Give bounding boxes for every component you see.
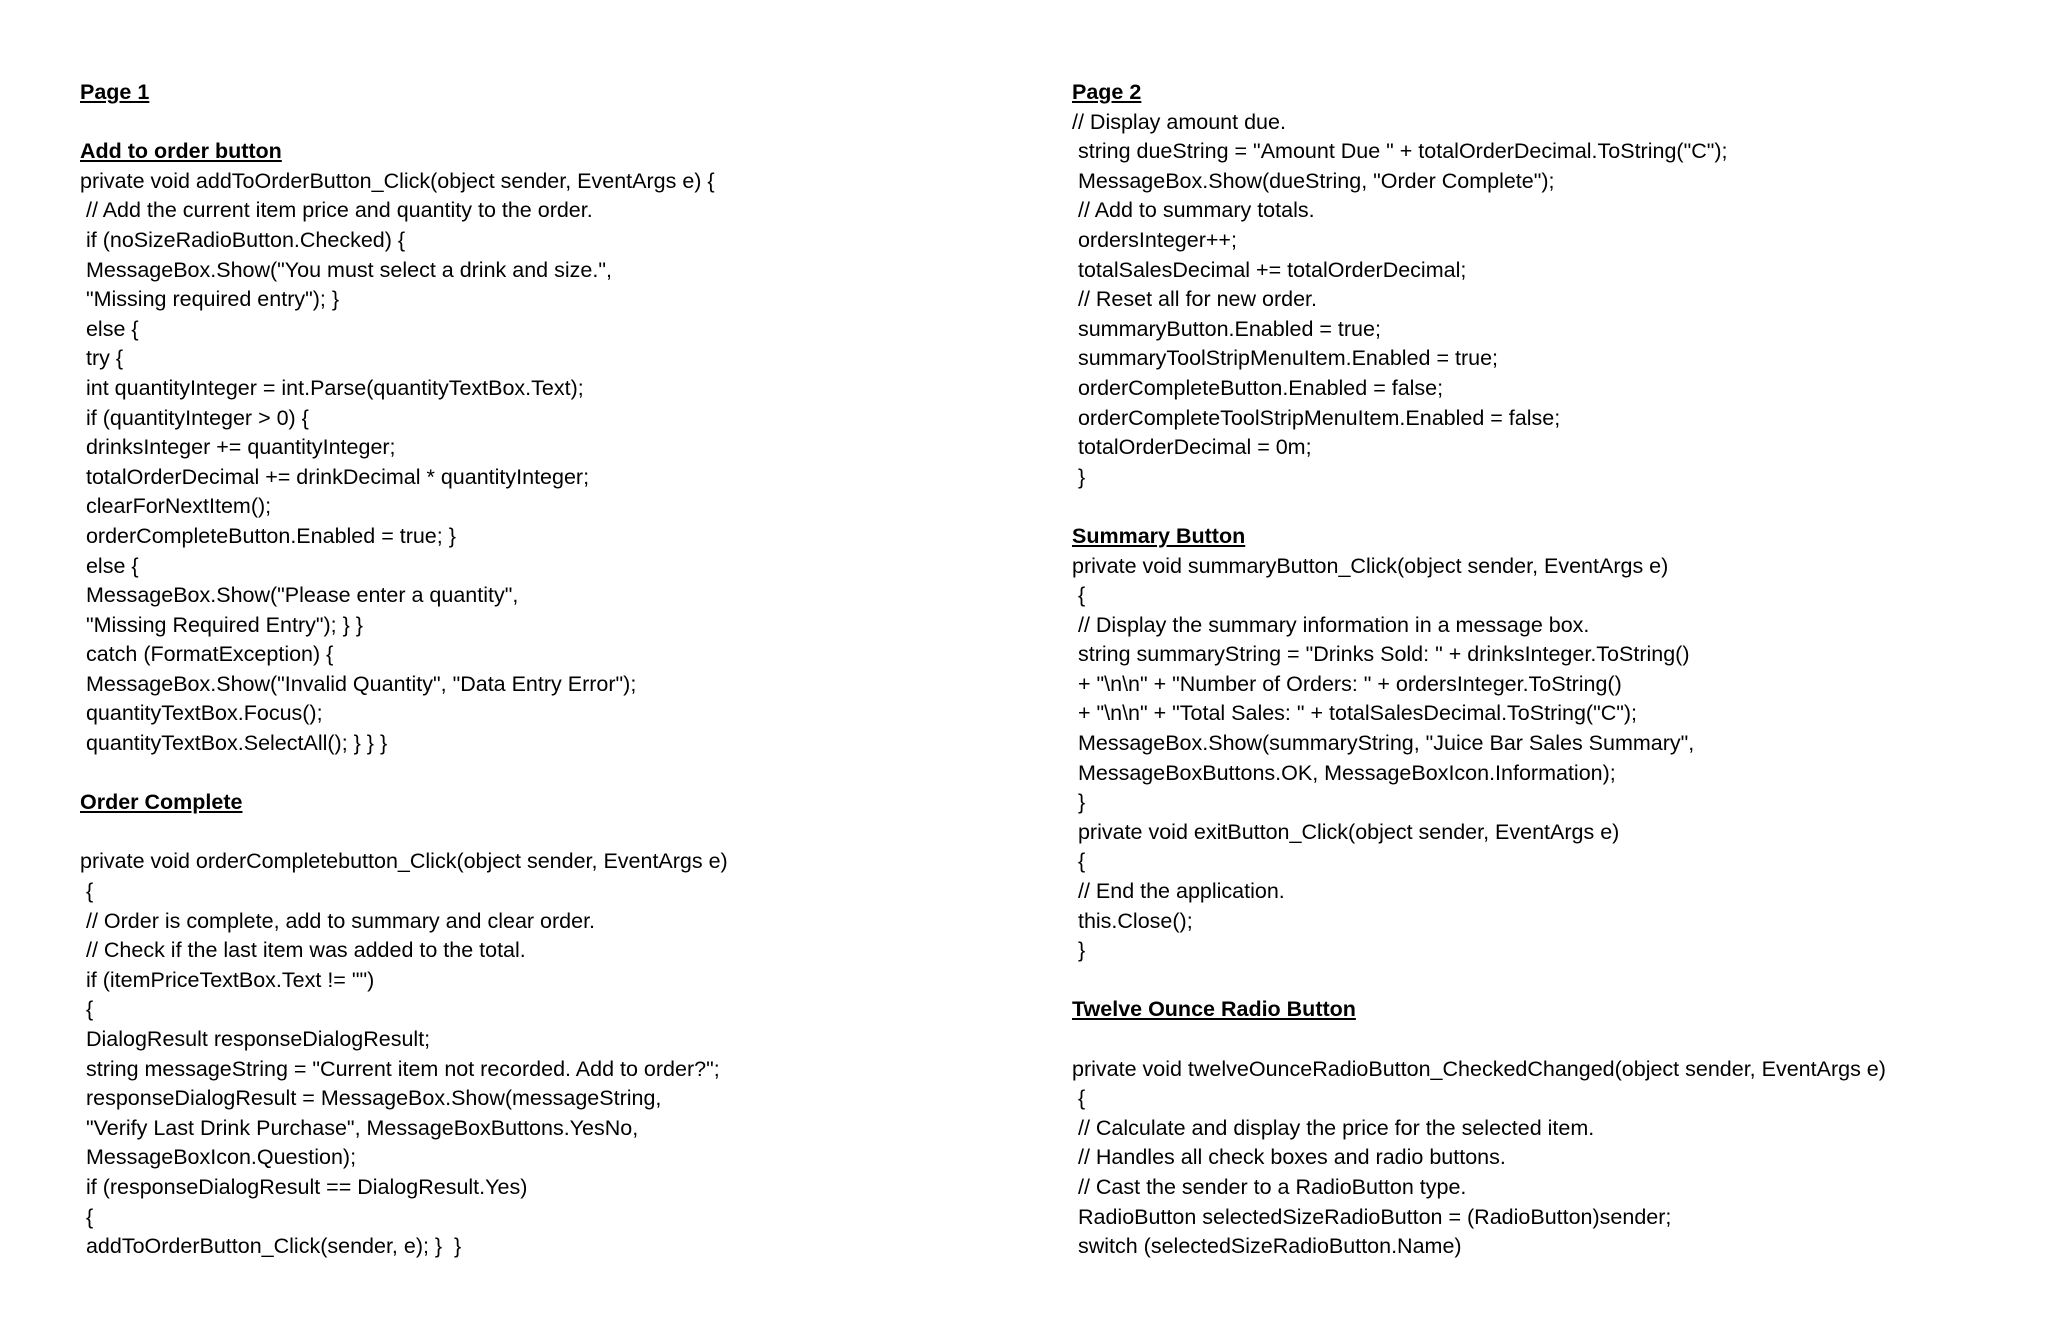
code-line: summaryToolStripMenuItem.Enabled = true; xyxy=(1072,346,1499,371)
code-line: responseDialogResult = MessageBox.Show(messageString, xyxy=(80,1086,662,1111)
code-line: string messageString = "Current item not recorded. Add to order?"; xyxy=(80,1056,720,1081)
code-line: // Calculate and display the price for the selected item. xyxy=(1072,1115,1595,1140)
section-heading: Summary Button xyxy=(1072,523,1246,548)
code-line: } xyxy=(1072,790,1086,815)
code-line: private void summaryButton_Click(object sender, EventArgs e) xyxy=(1072,553,1669,578)
code-line: string summaryString = "Drinks Sold: " + drinksInteger.ToString() xyxy=(1072,642,1690,667)
code-line: private void twelveOunceRadioButton_CheckedChanged(object sender, EventArgs e) xyxy=(1072,1056,1886,1081)
blank-line xyxy=(1072,492,2032,522)
left-column xyxy=(80,78,1020,1262)
code-line: // Display amount due. xyxy=(1072,109,1286,134)
blank-line xyxy=(80,108,1020,138)
code-line: // Add to summary totals. xyxy=(1072,198,1315,223)
code-line: private void orderCompletebutton_Click(object sender, EventArgs e) xyxy=(80,849,728,874)
code-line: // End the application. xyxy=(1072,879,1285,904)
code-line: totalSalesDecimal += totalOrderDecimal; xyxy=(1072,257,1467,282)
code-line: { xyxy=(1072,583,1086,608)
code-line: this.Close(); xyxy=(1072,908,1193,933)
section-heading: Add to order button xyxy=(80,139,282,164)
right-column xyxy=(1072,78,2032,1262)
code-line: MessageBox.Show("Invalid Quantity", "Data Entry Error"); xyxy=(80,671,637,696)
code-line: drinksInteger += quantityInteger; xyxy=(80,435,396,460)
code-line: switch (selectedSizeRadioButton.Name) xyxy=(1072,1234,1462,1259)
code-line: + "\n\n" + "Number of Orders: " + ordersInteger.ToString() xyxy=(1072,671,1622,696)
code-line: { xyxy=(1072,1086,1086,1111)
code-line: } xyxy=(1072,464,1086,489)
code-line: if (responseDialogResult == DialogResult.Yes) xyxy=(80,1174,528,1199)
code-line: + "\n\n" + "Total Sales: " + totalSalesDecimal.ToString("C"); xyxy=(1072,701,1638,726)
code-line: if (quantityInteger > 0) { xyxy=(80,405,309,430)
code-line: RadioButton selectedSizeRadioButton = (RadioButton)sender; xyxy=(1072,1204,1672,1229)
code-line: // Display the summary information in a message box. xyxy=(1072,612,1590,637)
code-line: } xyxy=(1072,938,1086,963)
code-line: // Reset all for new order. xyxy=(1072,287,1317,312)
code-line: "Missing Required Entry"); } } xyxy=(80,612,363,637)
code-line: MessageBox.Show(summaryString, "Juice Bar Sales Summary", xyxy=(1072,731,1695,756)
blank-line xyxy=(1072,966,2032,996)
code-line: try { xyxy=(80,346,124,371)
code-line: // Handles all check boxes and radio buttons. xyxy=(1072,1145,1506,1170)
blank-line xyxy=(80,818,1020,848)
code-line: orderCompleteToolStripMenuItem.Enabled = false; xyxy=(1072,405,1561,430)
code-line: "Verify Last Drink Purchase", MessageBoxButtons.YesNo, xyxy=(80,1115,639,1140)
blank-line xyxy=(80,759,1020,789)
code-line: private void addToOrderButton_Click(object sender, EventArgs e) { xyxy=(80,168,715,193)
code-line: // Order is complete, add to summary and clear order. xyxy=(80,908,596,933)
code-line: "Missing required entry"); } xyxy=(80,287,340,312)
code-line: int quantityInteger = int.Parse(quantityTextBox.Text); xyxy=(80,375,584,400)
code-line: MessageBox.Show("Please enter a quantity", xyxy=(80,583,519,608)
code-line: clearForNextItem(); xyxy=(80,494,272,519)
code-line: totalOrderDecimal = 0m; xyxy=(1072,435,1312,460)
code-line: quantityTextBox.Focus(); xyxy=(80,701,323,726)
blank-line xyxy=(1072,1025,2032,1055)
code-line: { xyxy=(80,997,94,1022)
code-line: else { xyxy=(80,553,139,578)
code-line: { xyxy=(1072,849,1086,874)
code-line: MessageBoxIcon.Question); xyxy=(80,1145,357,1170)
code-line: addToOrderButton_Click(sender, e); } } xyxy=(80,1234,462,1259)
code-line: // Add the current item price and quantity to the order. xyxy=(80,198,593,223)
code-line: if (noSizeRadioButton.Checked) { xyxy=(80,227,406,252)
code-line: private void exitButton_Click(object sender, EventArgs e) xyxy=(1072,819,1620,844)
code-line: orderCompleteButton.Enabled = false; xyxy=(1072,375,1444,400)
code-line: // Check if the last item was added to the total. xyxy=(80,938,526,963)
code-line: summaryButton.Enabled = true; xyxy=(1072,316,1381,341)
code-line: { xyxy=(80,879,94,904)
code-line: string dueString = "Amount Due " + totalOrderDecimal.ToString("C"); xyxy=(1072,139,1728,164)
code-line: { xyxy=(80,1204,94,1229)
section-heading: Twelve Ounce Radio Button xyxy=(1072,997,1356,1022)
code-line: if (itemPriceTextBox.Text != "") xyxy=(80,967,375,992)
code-line: ordersInteger++; xyxy=(1072,227,1237,252)
section-heading: Order Complete xyxy=(80,790,243,815)
page-label: Page 2 xyxy=(1072,80,1142,104)
code-line: orderCompleteButton.Enabled = true; } xyxy=(80,523,456,548)
page-label: Page 1 xyxy=(80,80,150,104)
code-line: DialogResult responseDialogResult; xyxy=(80,1027,431,1051)
code-line: quantityTextBox.SelectAll(); } } } xyxy=(80,731,388,756)
code-line: // Cast the sender to a RadioButton type. xyxy=(1072,1174,1467,1199)
code-line: catch (FormatException) { xyxy=(80,642,334,667)
code-line: MessageBoxButtons.OK, MessageBoxIcon.Information); xyxy=(1072,760,1616,785)
code-line: MessageBox.Show(dueString, "Order Complete"); xyxy=(1072,168,1555,193)
code-line: MessageBox.Show("You must select a drink and size.", xyxy=(80,257,612,282)
code-line: else { xyxy=(80,316,139,341)
code-line: totalOrderDecimal += drinkDecimal * quantityInteger; xyxy=(80,464,590,489)
